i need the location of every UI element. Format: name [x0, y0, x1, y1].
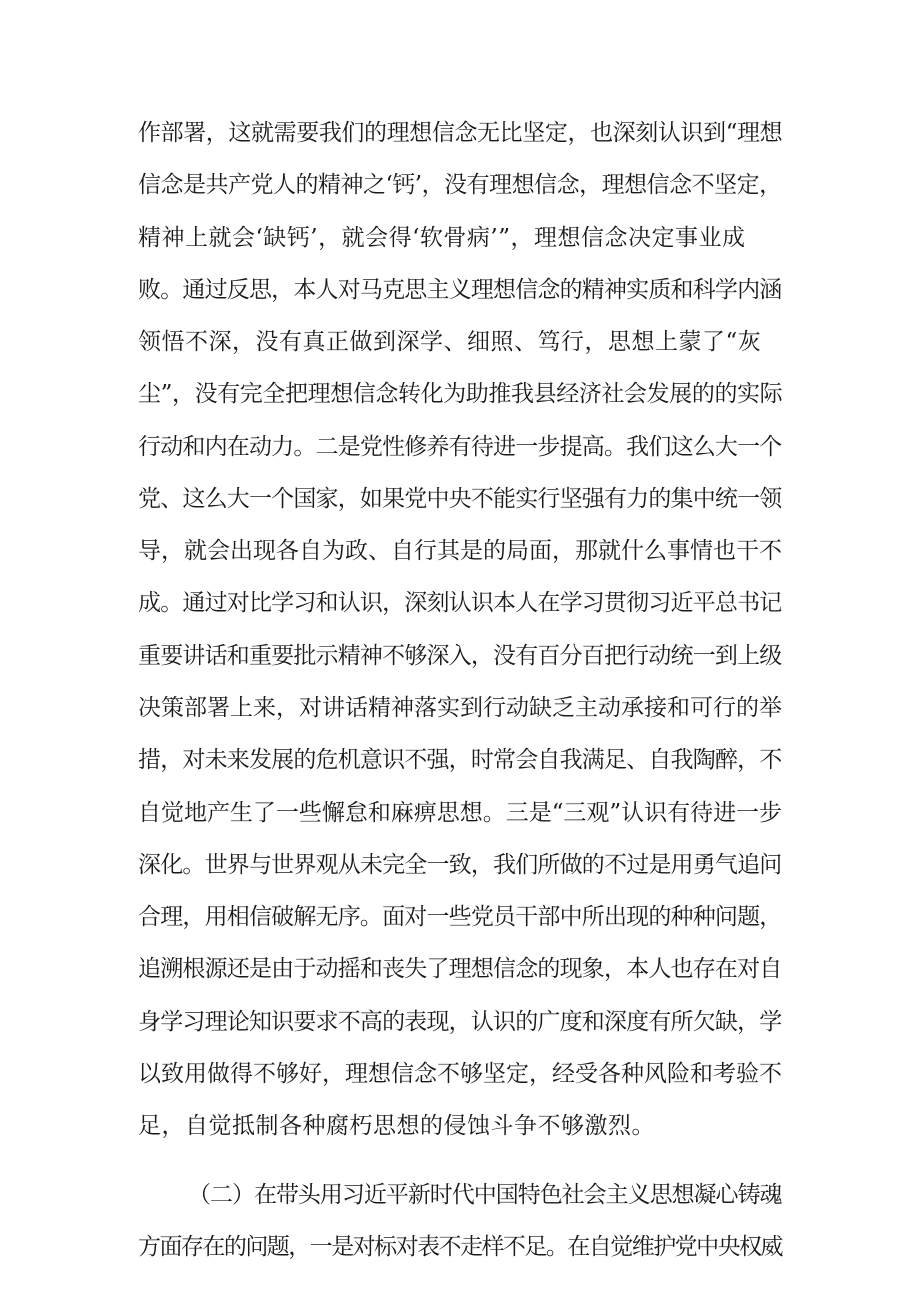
text-line-16: 合理，用相信破解无序。面对一些党员干部中所出现的种种问题， — [138, 904, 782, 930]
text-line-20: 足，自觉抵制各种腐朽思想的侵蚀斗争不够激烈。 — [138, 1113, 655, 1139]
section-heading-line: （二）在带头用习近平新时代中国特色社会主义思想凝心铸魂 — [188, 1182, 782, 1208]
text-line-1: 作部署，这就需要我们的理想信念无比坚定，也深刻认识到“理想 — [138, 120, 783, 146]
text-line-3: 精神上就会‘缺钙’，就会得‘软骨病’”，理想信念决定事业成 — [138, 225, 746, 251]
text-line-19: 以致用做得不够好，理想信念不够坚定，经受各种风险和考验不 — [138, 1061, 782, 1087]
text-line-8: 党、这么大一个国家，如果党中央不能实行坚强有力的集中统一领 — [138, 486, 782, 512]
text-line-17: 追溯根源还是由于动摇和丧失了理想信念的现象，本人也存在对自 — [138, 956, 782, 982]
text-line-4: 败。通过反思，本人对马克思主义理想信念的精神实质和科学内涵 — [138, 277, 782, 303]
text-line-5: 领悟不深，没有真正做到深学、细照、笃行，思想上蒙了“灰 — [138, 329, 762, 355]
text-line-12: 决策部署上来，对讲话精神落实到行动缺乏主动承接和可行的举 — [138, 695, 782, 721]
text-line-2: 信念是共产党人的精神之‘钙’，没有理想信念，理想信念不坚定， — [138, 172, 782, 198]
text-line-9: 导，就会出现各自为政、自行其是的局面，那就什么事情也干不 — [138, 538, 782, 564]
text-line-14: 自觉地产生了一些懈怠和麻痹思想。三是“三观”认识有待进一步 — [138, 800, 783, 826]
text-line-7: 行动和内在动力。二是党性修养有待进一步提高。我们这么大一个 — [138, 434, 782, 460]
text-line-10: 成。通过对比学习和认识，深刻认识本人在学习贯彻习近平总书记 — [138, 590, 782, 616]
text-line-13: 措，对未来发展的危机意识不强，时常会自我满足、自我陶醉，不 — [138, 747, 782, 773]
text-line-18: 身学习理论知识要求不高的表现，认识的广度和深度有所欠缺，学 — [138, 1009, 782, 1035]
text-line-15: 深化。世界与世界观从未完全一致，我们所做的不过是用勇气追问 — [138, 852, 782, 878]
text-line-6: 尘”，没有完全把理想信念转化为助推我县经济社会发展的的实际 — [138, 381, 783, 407]
text-line-22: 方面存在的问题，一是对标对表不走样不足。在自觉维护党中央权威 — [138, 1234, 783, 1260]
text-line-11: 重要讲话和重要批示精神不够深入，没有百分百把行动统一到上级 — [138, 643, 782, 669]
